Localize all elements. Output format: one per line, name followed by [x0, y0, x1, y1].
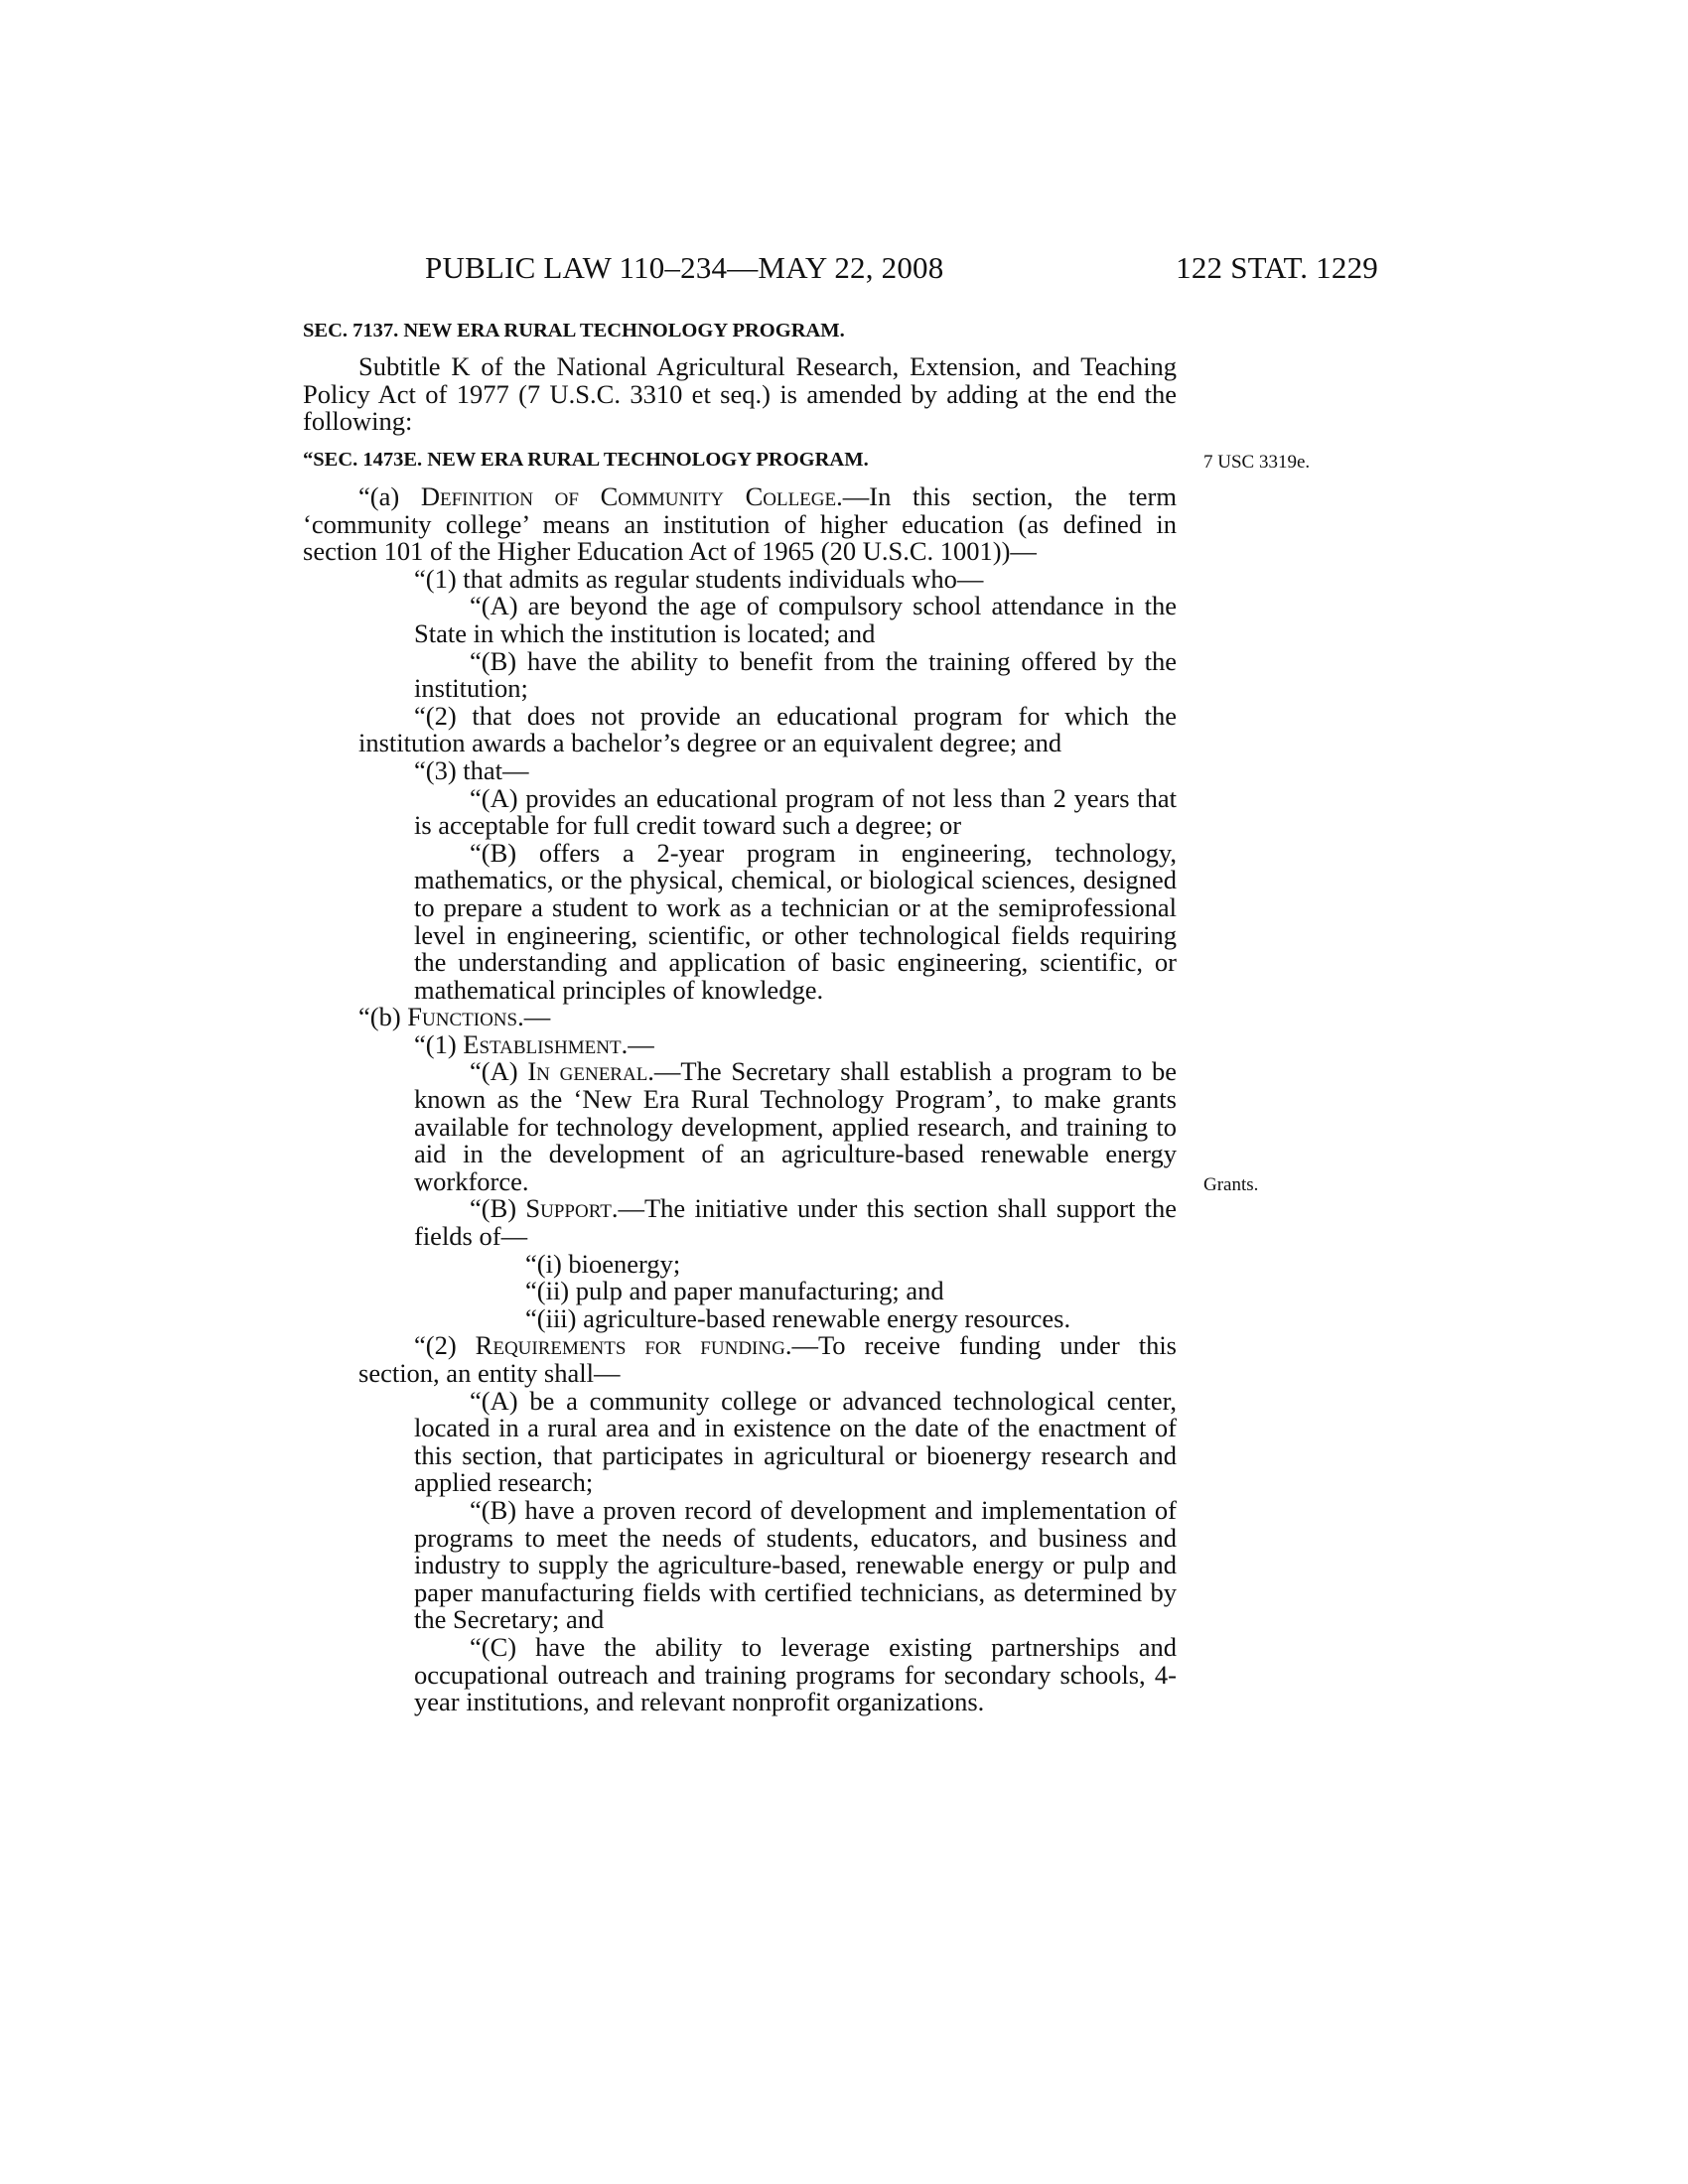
subsection-b-heading: “(b) Functions.— [358, 1002, 551, 1032]
para-a-2: “(2) that does not provide an educational program for which the institution awards a bachelor’s degree or an equivalent degree; and [358, 700, 1177, 758]
para-a-3: “(3) that— [414, 754, 529, 785]
para-b-2-B: “(B) have a proven record of development and implementation of programs to meet the needs of students, educators, and business and industry to supply the agriculture-based, renewable energy or pulp and paper manufacturing fields with certified technicians, as determined by the Secretary; and [414, 1494, 1177, 1635]
intro-text: Subtitle K of the National Agricultural Research, Extension, and Teaching Policy Act of 1977 (7 U.S.C. 3310 et seq.) is amended by adding at the end the following: [303, 351, 1177, 437]
para-b-2-A: “(A) be a community college or advanced technological center, located in a rural area and in existence on the date of the enactment of this section, that participates in agricultural or bioenergy research and applied research; [414, 1385, 1177, 1498]
para-b-2-C: “(C) have the ability to leverage existing partnerships and occupational outreach and training programs for secondary schools, 4-year institutions, and relevant nonprofit organizations. [414, 1631, 1177, 1717]
para-a-3-A: “(A) provides an educational program of not less than 2 years that is acceptable for full credit toward such a degree; or [414, 782, 1177, 841]
para-b-1-A: “(A) In general.—The Secretary shall establish a program to be known as the ‘New Era Rural Technology Program’, to make grants available for technology development, applied research, and training to aid in the development of an agriculture-based renewable energy workforce. [414, 1056, 1177, 1196]
para-a-1-B: “(B) have the ability to benefit from the training offered by the institution; [414, 645, 1177, 704]
para-b-1-B: “(B) Support.—The initiative under this section shall support the fields of— [414, 1193, 1178, 1252]
para-b-1-B-ii: “(ii) pulp and paper manufacturing; and [525, 1276, 944, 1306]
subsection-a [303, 483, 1177, 1716]
para-a-1: “(1) that admits as regular students individuals who— [414, 563, 984, 594]
header-stat-page: 122 STAT. 1229 [1176, 250, 1378, 285]
subsection-a-text: “(a) Definition of Community College.—In this section, the term ‘community college’ means an institution of higher education (as defined in section 101 of the Higher Education Act of 1965 (20 U.S.C. 1001))— [303, 481, 1177, 567]
para-b-1-B-iii: “(iii) agriculture-based renewable energy resources. [525, 1302, 1071, 1333]
para-a-1-A: “(A) are beyond the age of compulsory school attendance in the State in which the institution is located; and [414, 591, 1177, 648]
para-b-2: “(2) Requirements for funding.—To receive funding under this section, an entity shall— [358, 1330, 1177, 1388]
para-b-1-heading: “(1) Establishment.— [414, 1028, 654, 1059]
para-b-1-B-i: “(i) bioenergy; [525, 1248, 681, 1279]
header-public-law: PUBLIC LAW 110–234—MAY 22, 2008 [425, 250, 944, 285]
para-a-3-B: “(B) offers a 2-year program in engineering, technology, mathematics, or the physical, chemical, or biological sciences, designed to prepare a student to work as a technician or at the semiprofessional level in engineering, scientific, or other technological fields requiring the understanding and application of basic engineering, scientific, or mathematical principles of knowledge. [414, 837, 1177, 1005]
inner-section-heading: “SEC. 1473E. NEW ERA RURAL TECHNOLOGY PROGRAM. [303, 449, 869, 471]
subsection-a-heading: Definition of Community College [420, 481, 837, 511]
intro-paragraph [303, 353, 1177, 436]
margin-note-usc: 7 USC 3319e. [1203, 452, 1311, 473]
margin-note-grants: Grants. [1203, 1174, 1259, 1195]
section-heading: SEC. 7137. NEW ERA RURAL TECHNOLOGY PROGRAM. [303, 320, 845, 341]
